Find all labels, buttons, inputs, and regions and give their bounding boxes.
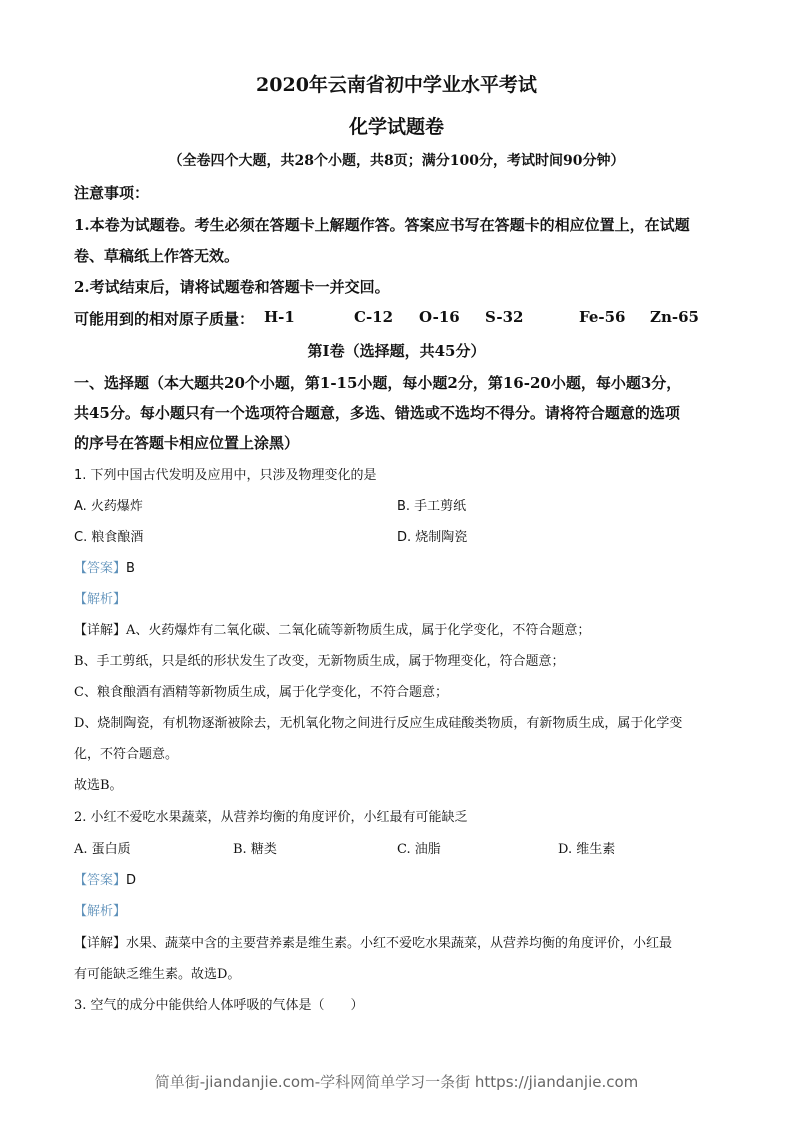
detail-text: A、火药爆炸有二氧化碳、二氧化硫等新物质生成，属于化学变化，不符合题意； <box>126 623 591 638</box>
detail-text: 水果、蔬菜中含的主要营养素是维生素。小红不爱吃水果蔬菜，从营养均衡的角度评价，小红最 <box>126 936 673 951</box>
question-1-stem: 1. 下列中国古代发明及应用中，只涉及物理变化的是 <box>74 468 377 483</box>
atomic-mass-h: H-1 <box>264 308 295 326</box>
part1-heading: 第Ⅰ卷（选择题，共45分） <box>307 342 486 360</box>
question-3-stem: 3. 空气的成分中能供给人体呼吸的气体是（ ） <box>74 998 364 1013</box>
question-2-detail-line-1 <box>74 932 672 951</box>
exam-summary: （全卷四个大题，共28个小题，共8页；满分100分，考试时间90分钟） <box>168 153 625 169</box>
question-2-stem: 2. 小红不爱吃水果蔬菜，从营养均衡的角度评价，小红最有可能缺乏 <box>74 810 468 825</box>
question-1-answer <box>74 557 135 576</box>
question-1-detail-line-5: 化，不符合题意。 <box>74 747 179 762</box>
question-1-option-c: C. 粮食酿酒 <box>74 530 144 545</box>
question-1-detail-line-4: D、烧制陶瓷，有机物逐渐被除去，无机氧化物之间进行反应生成硅酸类物质，有新物质生成，属于化学变 <box>74 716 683 731</box>
atomic-masses <box>74 308 734 328</box>
answer-value: D <box>126 873 137 888</box>
question-2-detail-line-2: 有可能缺乏维生素。故选D。 <box>74 967 241 982</box>
section-instruction-line-2: 共45分。每小题只有一个选项符合题意，多选、错选或不选均不得分。请将符合题意的选项 <box>74 404 680 422</box>
answer-value: B <box>126 561 135 576</box>
exam-subtitle: 化学试题卷 <box>348 116 444 138</box>
atomic-mass-o: O-16 <box>419 308 460 326</box>
question-1-detail-line-1 <box>74 619 590 638</box>
answer-tag: 【答案】 <box>74 873 127 888</box>
exam-title: 2020年云南省初中学业水平考试 <box>256 74 537 96</box>
detail-tag: 【详解】 <box>74 623 127 638</box>
question-1-detail-line-2: B、手工剪纸，只是纸的形状发生了改变，无新物质生成，属于物理变化，符合题意； <box>74 654 565 669</box>
notice-item-1-line-1: 1.本卷为试题卷。考生必须在答题卡上解题作答。答案应书写在答题卡的相应位置上，在试题 <box>74 216 690 234</box>
atomic-mass-s: S-32 <box>485 308 524 326</box>
notice-heading: 注意事项： <box>74 184 150 202</box>
question-1-option-d: D. 烧制陶瓷 <box>397 530 468 545</box>
question-2-option-c: C. 油脂 <box>397 842 441 857</box>
atomic-masses-label: 可能用到的相对原子质量： <box>74 310 255 328</box>
notice-item-1-line-2: 卷、草稿纸上作答无效。 <box>74 247 240 265</box>
question-2-option-a: A. 蛋白质 <box>74 842 131 857</box>
section-instruction-line-1: 一、选择题（本大题共20个小题，第1-15小题，每小题2分，第16-20小题，每小题3分， <box>74 374 682 392</box>
atomic-mass-fe: Fe-56 <box>579 308 626 326</box>
atomic-mass-c: C-12 <box>354 308 394 326</box>
answer-tag: 【答案】 <box>74 561 127 576</box>
question-2-analysis-tag: 【解析】 <box>74 904 127 919</box>
question-2-answer <box>74 869 136 888</box>
footer-watermark: 简单街-jiandanjie.com-学科网简单学习一条街 https://jiandanjie.com <box>154 1073 639 1091</box>
notice-item-2: 2.考试结束后，请将试题卷和答题卡一并交回。 <box>74 278 390 296</box>
question-2-option-b: B. 糖类 <box>233 842 277 857</box>
question-1-conclusion: 故选B。 <box>74 778 123 793</box>
question-1-detail-line-3: C、粮食酿酒有酒精等新物质生成，属于化学变化，不符合题意； <box>74 685 448 700</box>
section-instruction-line-3: 的序号在答题卡相应位置上涂黑） <box>74 434 300 452</box>
detail-tag: 【详解】 <box>74 936 127 951</box>
question-2-option-d: D. 维生素 <box>558 842 616 857</box>
question-1-analysis-tag: 【解析】 <box>74 592 127 607</box>
question-1-option-b: B. 手工剪纸 <box>397 499 467 514</box>
question-1-option-a: A. 火药爆炸 <box>74 499 143 514</box>
atomic-mass-zn: Zn-65 <box>650 308 699 326</box>
